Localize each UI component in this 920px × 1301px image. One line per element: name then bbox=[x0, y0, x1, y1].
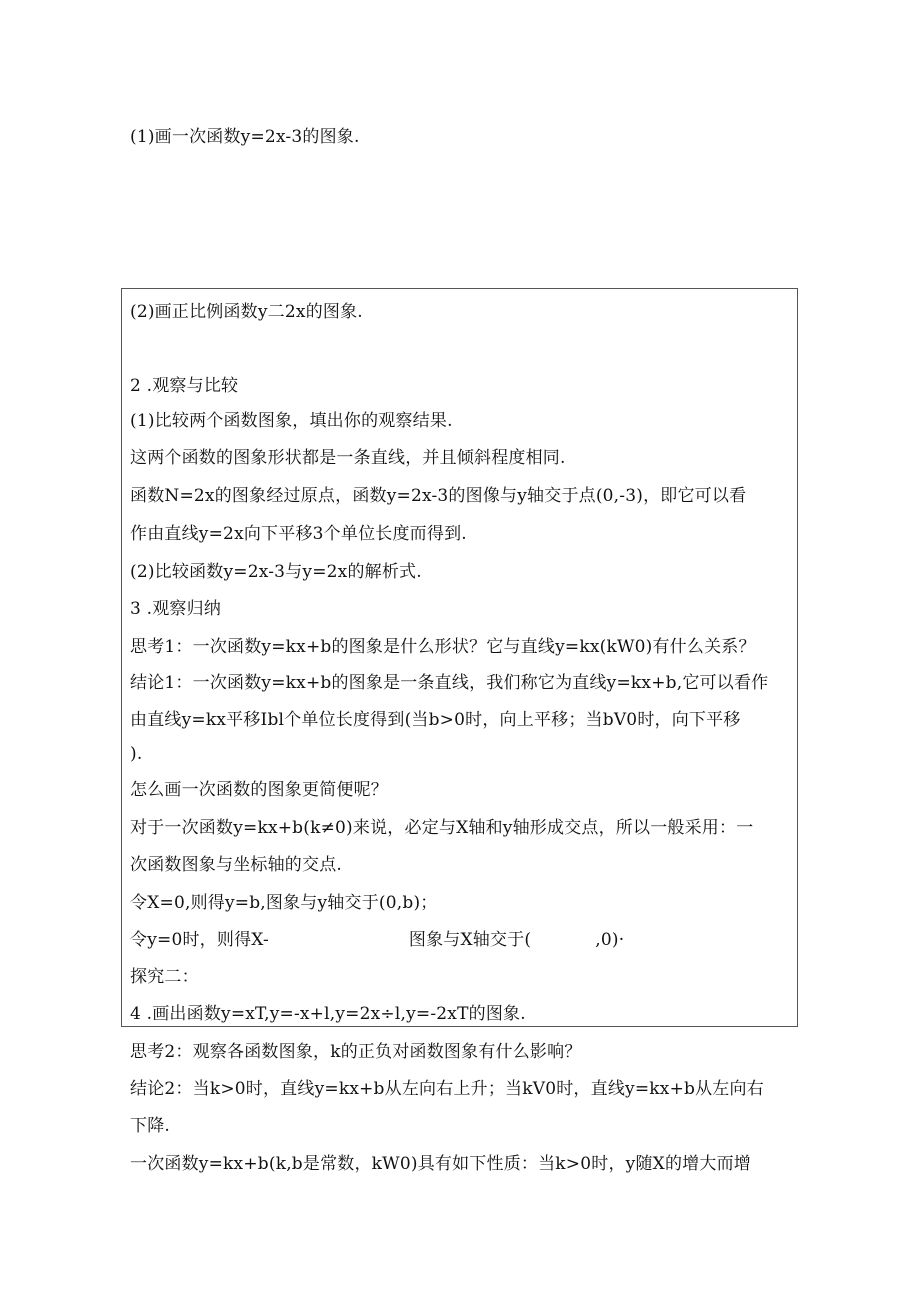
text-line-2: (2)画正比例函数y二2x的图象. bbox=[130, 302, 363, 322]
think-2: 思考2：观察各函数图象，k的正负对函数图象有什么影响？ bbox=[130, 1042, 582, 1062]
text-line-5: 函数N=2x的图象经过原点，函数y=2x-3的图像与y轴交于点(0,-3)，即它可以看 bbox=[130, 486, 747, 506]
text-line-9: 对于一次函数y=kx+b(k≠0)来说，必定与X轴和y轴形成交点，所以一般采用：一 bbox=[130, 818, 754, 838]
section-heading-explore-2: 探究二： bbox=[130, 967, 199, 987]
conclusion-1-line-1: 结论1：一次函数y=kx+b的图象是一条直线，我们称它为直线y=kx+b,它可以看作 bbox=[130, 673, 769, 693]
text-line-1: (1)画一次函数y=2x-3的图象. bbox=[130, 127, 360, 147]
text-line-12-part-2: 图象与X轴交于( bbox=[408, 930, 532, 950]
conclusion-2-line-2: 下降. bbox=[130, 1116, 171, 1136]
section-heading-3: 3 .观察归纳 bbox=[130, 599, 222, 619]
text-line-3: (1)比较两个函数图象，填出你的观察结果. bbox=[130, 411, 453, 431]
text-line-4: 这两个函数的图象形状都是一条直线，并且倾斜程度相同. bbox=[130, 448, 566, 468]
conclusion-1-line-3: ). bbox=[130, 744, 143, 764]
conclusion-1-line-2: 由直线y=kx平移Ibl个单位长度得到(当b>0时，向上平移；当bV0时，向下平移 bbox=[130, 710, 741, 730]
text-line-11: 令X=0,则得y=b,图象与y轴交于(0,b)； bbox=[130, 893, 438, 913]
text-line-12 bbox=[130, 929, 624, 951]
text-line-12-part-1: 令y=0时，则得X- bbox=[130, 930, 269, 950]
conclusion-2-line-1: 结论2：当k>0时，直线y=kx+b从左向右上升；当kV0时，直线y=kx+b从左向右 bbox=[130, 1079, 764, 1099]
property-line: 一次函数y=kx+b(k,b是常数，kW0)具有如下性质：当k>0时，y随X的增大而增 bbox=[130, 1154, 751, 1174]
text-line-8: 怎么画一次函数的图象更简便呢？ bbox=[130, 780, 388, 800]
text-line-7: (2)比较函数y=2x-3与y=2x的解析式. bbox=[130, 562, 422, 582]
section-heading-2: 2 .观察与比较 bbox=[130, 376, 239, 396]
text-line-6: 作由直线y=2x向下平移3个单位长度而得到. bbox=[130, 524, 467, 544]
section-heading-4: 4 .画出函数y=xT,y=-x+l,y=2x÷l,y=-2xT的图象. bbox=[130, 1004, 526, 1024]
text-line-10: 次函数图象与坐标轴的交点. bbox=[130, 855, 343, 875]
think-1: 思考1：一次函数y=kx+b的图象是什么形状？它与直线y=kx(kW0)有什么关系？ bbox=[130, 637, 756, 657]
text-line-12-part-3: ,0)· bbox=[595, 930, 625, 950]
